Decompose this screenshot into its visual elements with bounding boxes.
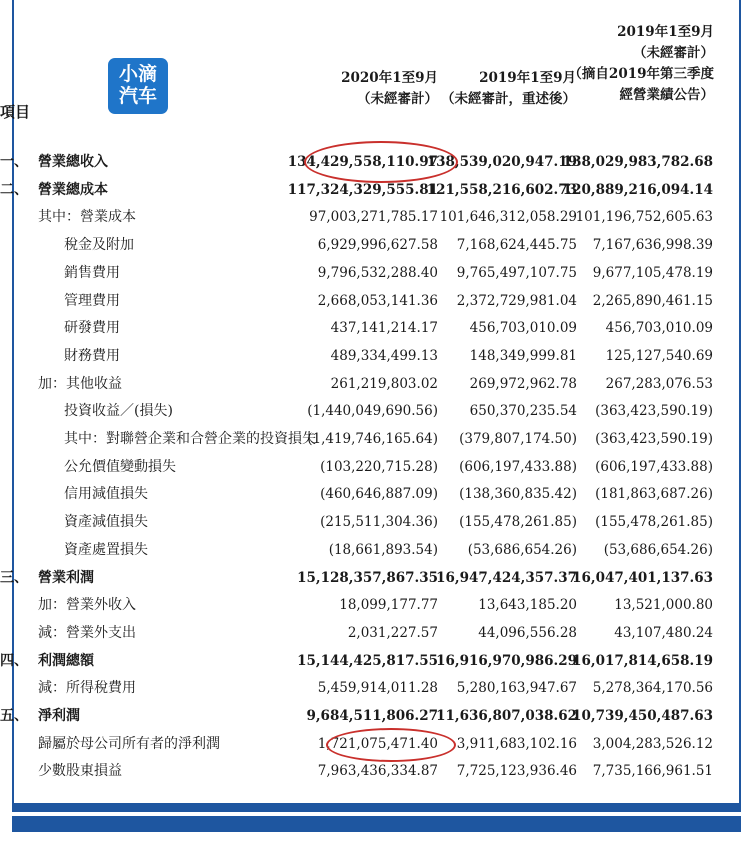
table-row [0, 231, 750, 259]
logo-text-line2: 汽车 [118, 85, 157, 107]
row-label: 少數股東損益 [38, 763, 122, 780]
table-row [0, 287, 750, 315]
row-section-number: 五、 [0, 708, 28, 724]
row-value-col1: 2,668,053,141.36 [317, 292, 438, 309]
row-label: 營業利潤 [38, 569, 94, 586]
row-value-col2: 16,916,970,986.29 [436, 652, 577, 669]
row-value-col2: 11,636,807,038.62 [436, 708, 577, 724]
row-value-col1: 97,003,271,785.17 [309, 209, 438, 226]
row-label: 公允價值變動損失 [64, 458, 176, 475]
row-value-col1: 6,929,996,627.58 [317, 237, 438, 254]
row-label: 財務費用 [64, 347, 120, 364]
row-value-col2: (155,478,261.85) [459, 514, 577, 531]
row-value-col2: (138,360,835.42) [459, 486, 577, 503]
frame-bottom-bar [12, 803, 741, 812]
row-value-col1: 9,796,532,288.40 [317, 264, 438, 281]
row-label: 資產處置損失 [64, 541, 148, 558]
table-row [0, 314, 750, 342]
row-section-number: 二、 [0, 181, 28, 198]
row-value-col3: (606,197,433.88) [595, 458, 713, 475]
row-value-col1: (1,440,049,690.56) [307, 403, 438, 420]
table-row [0, 425, 750, 453]
row-value-col3: 10,739,450,487.63 [572, 708, 713, 724]
row-value-col2: 101,646,312,058.29 [439, 209, 577, 226]
row-value-col1: 18,099,177.77 [339, 597, 438, 614]
row-label: 其中：營業成本 [38, 209, 136, 226]
row-value-col2: (379,807,174.50) [459, 431, 577, 447]
table-row [0, 647, 750, 675]
row-section-number: 一、 [0, 154, 28, 170]
row-value-col1: 1,721,075,471.40 [317, 735, 438, 752]
table-row [0, 619, 750, 647]
table-row [0, 397, 750, 425]
header-2019r-period: 2019年1至9月 [479, 70, 576, 86]
row-value-col1: 2,031,227.57 [347, 624, 438, 641]
frame-bottom-band [12, 816, 741, 832]
row-value-col2: 456,703,010.09 [469, 320, 577, 337]
column-header-2019-original [568, 22, 714, 106]
row-value-col2: 3,911,683,102.16 [456, 735, 577, 752]
row-label: 歸屬於母公司所有者的淨利潤 [38, 735, 220, 752]
row-label: 銷售費用 [64, 264, 120, 281]
table-row [0, 591, 750, 619]
row-value-col3: 3,004,283,526.12 [592, 735, 713, 752]
table-row [0, 342, 750, 370]
row-label: 營業總收入 [38, 154, 108, 170]
row-value-col3: 2,265,890,461.15 [592, 292, 713, 309]
row-value-col2: 9,765,497,107.75 [456, 264, 577, 281]
row-value-col2: (606,197,433.88) [459, 458, 577, 475]
row-label: 研發費用 [64, 320, 120, 337]
row-value-col2: 16,947,424,357.37 [436, 569, 577, 586]
table-row [0, 480, 750, 508]
table-row [0, 674, 750, 702]
row-label: 利潤總額 [38, 652, 94, 669]
table-row [0, 370, 750, 398]
row-value-col2: 121,558,216,602.73 [426, 181, 577, 198]
row-value-col2: 148,349,999.81 [469, 347, 577, 364]
table-row [0, 508, 750, 536]
row-value-col1: 7,963,436,334.87 [317, 763, 438, 780]
header-2019o-period: 2019年1至9月 [617, 24, 714, 40]
row-value-col2: 7,168,624,445.75 [456, 237, 577, 254]
row-value-col3: (53,686,654.26) [603, 541, 713, 558]
row-label: 淨利潤 [38, 708, 80, 724]
header-2019o-note: （未經審計） [633, 45, 714, 61]
row-value-col1: 9,684,511,806.27 [306, 708, 438, 724]
row-label: 加：其他收益 [38, 375, 122, 392]
row-value-col2: 269,972,962.78 [469, 375, 577, 392]
row-value-col3: 5,278,364,170.56 [592, 680, 713, 697]
column-header-2019-restated [440, 68, 576, 110]
row-value-col1: 134,429,558,110.97 [287, 154, 438, 170]
highlight-circle-revenue [304, 141, 458, 183]
row-value-col3: 9,677,105,478.19 [592, 264, 713, 281]
row-label: 減：營業外支出 [38, 624, 136, 641]
row-value-col3: 7,735,166,961.51 [592, 763, 713, 780]
row-value-col2: (53,686,654.26) [467, 541, 577, 558]
logo-text-line1: 小滴 [118, 63, 157, 85]
row-label: 管理費用 [64, 292, 120, 309]
row-section-number: 四、 [0, 652, 28, 669]
brand-logo [108, 58, 168, 114]
row-value-col1: 15,144,425,817.55 [297, 652, 438, 669]
row-value-col1: 5,459,914,011.28 [317, 680, 438, 697]
row-value-col2: 138,539,020,947.19 [426, 154, 577, 170]
column-header-item: 項目 [0, 103, 31, 121]
row-value-col1: (460,646,887.09) [320, 486, 438, 503]
row-value-col1: (1,419,746,165.64) [307, 431, 438, 447]
row-value-col3: (181,863,687.26) [595, 486, 713, 503]
row-label: 其中：對聯營企業和合營企業的投資損失 [64, 431, 316, 447]
highlight-circle-net-profit-parent [326, 728, 456, 762]
row-value-col1: 437,141,214.17 [330, 320, 438, 337]
row-value-col2: 13,643,185.20 [478, 597, 577, 614]
row-value-col3: 101,196,752,605.63 [575, 209, 713, 226]
table-row [0, 203, 750, 231]
row-value-col3: 125,127,540.69 [605, 347, 713, 364]
row-label: 稅金及附加 [64, 237, 134, 254]
row-value-col3: (363,423,590.19) [595, 403, 713, 420]
column-header-2020 [330, 68, 438, 110]
row-value-col2: 650,370,235.54 [469, 403, 577, 420]
row-value-col1: 489,334,499.13 [330, 347, 438, 364]
header-2020-note: （未經審計） [357, 91, 438, 107]
row-value-col2: 7,725,123,936.46 [456, 763, 577, 780]
header-2020-period: 2020年1至9月 [341, 70, 438, 86]
row-value-col2: 44,096,556.28 [478, 624, 577, 641]
row-label: 資產減值損失 [64, 514, 148, 531]
row-value-col3: (363,423,590.19) [595, 431, 713, 447]
row-label: 投資收益／(損失) [64, 403, 173, 420]
table-row [0, 757, 750, 785]
row-value-col3: 16,017,814,658.19 [572, 652, 713, 669]
row-value-col1: 261,219,803.02 [330, 375, 438, 392]
header-2019o-source1: （摘自2019年第三季度 [568, 66, 714, 82]
row-value-col1: 117,324,329,555.81 [287, 181, 438, 198]
row-value-col3: 120,889,216,094.14 [562, 181, 713, 198]
row-value-col1: (18,661,893.54) [328, 541, 438, 558]
row-section-number: 三、 [0, 569, 28, 586]
table-row [0, 564, 750, 592]
table-row [0, 259, 750, 287]
row-value-col1: (103,220,715.28) [320, 458, 438, 475]
row-value-col3: 16,047,401,137.63 [572, 569, 713, 586]
row-value-col1: 15,128,357,867.35 [297, 569, 438, 586]
row-label: 減：所得稅費用 [38, 680, 136, 697]
row-label: 信用減值損失 [64, 486, 148, 503]
row-value-col3: 138,029,983,782.68 [562, 154, 713, 170]
header-2019r-note: （未經審計，重述後） [441, 91, 576, 107]
header-2019o-source2: 經營業績公告） [619, 87, 714, 103]
row-value-col1: (215,511,304.36) [320, 514, 438, 531]
row-value-col2: 5,280,163,947.67 [456, 680, 577, 697]
row-value-col3: 13,521,000.80 [614, 597, 713, 614]
row-label: 營業總成本 [38, 181, 108, 198]
row-value-col3: 7,167,636,998.39 [592, 237, 713, 254]
row-value-col2: 2,372,729,981.04 [456, 292, 577, 309]
row-value-col3: (155,478,261.85) [595, 514, 713, 531]
row-label: 加：營業外收入 [38, 597, 136, 614]
row-value-col3: 267,283,076.53 [605, 375, 713, 392]
row-value-col3: 43,107,480.24 [614, 624, 713, 641]
table-row [0, 536, 750, 564]
row-value-col3: 456,703,010.09 [605, 320, 713, 337]
table-row [0, 453, 750, 481]
table-row [0, 702, 750, 730]
